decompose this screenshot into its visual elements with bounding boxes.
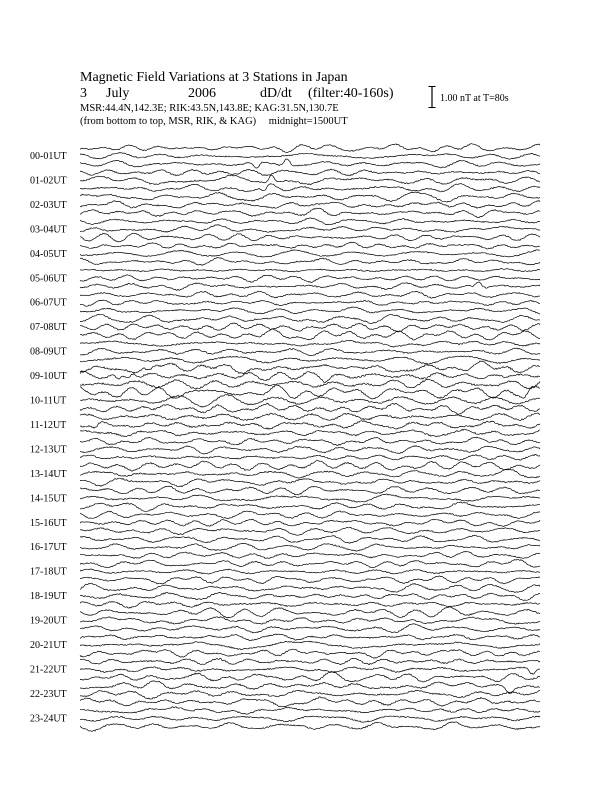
trace-kag-16-17UT bbox=[80, 551, 540, 558]
trace-rik-08-09UT bbox=[80, 348, 540, 356]
trace-msr-14-15UT bbox=[80, 486, 540, 495]
hour-label: 05-06UT bbox=[30, 273, 67, 285]
trace-msr-05-06UT bbox=[80, 269, 540, 272]
date-day: 3 bbox=[80, 86, 87, 101]
trace-kag-18-19UT bbox=[80, 601, 540, 608]
trace-kag-11-12UT bbox=[80, 429, 540, 437]
hour-label: 22-23UT bbox=[30, 688, 67, 700]
trace-msr-15-16UT bbox=[80, 511, 540, 519]
trace-rik-03-04UT bbox=[80, 225, 540, 233]
trace-msr-20-21UT bbox=[80, 634, 540, 641]
trace-msr-19-20UT bbox=[80, 607, 540, 618]
trace-msr-04-05UT bbox=[80, 242, 540, 249]
trace-rik-05-06UT bbox=[80, 275, 540, 283]
stations-line: MSR:44.4N,142.3E; RIK:43.5N,143.8E; KAG:31.5N,130.7E bbox=[80, 103, 339, 114]
trace-rik-14-15UT bbox=[80, 494, 540, 502]
hour-label: 06-07UT bbox=[30, 297, 67, 309]
hour-label: 04-05UT bbox=[30, 248, 67, 260]
trace-rik-22-23UT bbox=[80, 690, 540, 699]
trace-msr-03-04UT bbox=[80, 218, 540, 225]
hour-label: 07-08UT bbox=[30, 322, 67, 334]
trace-msr-06-07UT bbox=[80, 291, 540, 298]
hour-label: 02-03UT bbox=[30, 199, 67, 211]
trace-kag-12-13UT bbox=[80, 454, 540, 460]
hour-label: 20-21UT bbox=[30, 640, 67, 651]
trace-rik-19-20UT bbox=[80, 617, 540, 624]
trace-kag-13-14UT bbox=[80, 478, 540, 487]
trace-msr-17-18UT bbox=[80, 559, 540, 567]
trace-rik-12-13UT bbox=[80, 446, 540, 455]
trace-rik-17-18UT bbox=[80, 569, 540, 574]
midnight-text: midnight=1500UT bbox=[268, 116, 348, 127]
trace-kag-10-11UT bbox=[80, 403, 540, 414]
trace-kag-02-03UT bbox=[80, 208, 540, 217]
order-text: (from bottom to top, MSR, RIK, & KAG) bbox=[80, 116, 257, 127]
trace-rik-11-12UT bbox=[80, 421, 540, 430]
trace-msr-21-22UT bbox=[80, 658, 540, 664]
trace-kag-15-16UT bbox=[80, 527, 540, 535]
trace-rik-21-22UT bbox=[80, 667, 540, 674]
hour-label: 12-13UT bbox=[30, 444, 67, 456]
chart-title: Magnetic Field Variations at 3 Stations in Japan bbox=[80, 70, 348, 85]
trace-kag-14-15UT bbox=[80, 502, 540, 511]
hour-label: 11-12UT bbox=[30, 419, 67, 431]
trace-rik-07-08UT bbox=[80, 323, 540, 332]
hour-label: 15-16UT bbox=[30, 517, 67, 529]
trace-kag-05-06UT bbox=[80, 282, 540, 290]
trace-rik-04-05UT bbox=[80, 250, 540, 257]
trace-kag-23-24UT bbox=[80, 722, 540, 732]
trace-msr-13-14UT bbox=[80, 461, 540, 472]
trace-kag-00-01UT bbox=[80, 159, 540, 168]
trace-rik-18-19UT bbox=[80, 592, 540, 600]
trace-rik-01-02UT bbox=[80, 175, 540, 184]
trace-kag-20-21UT bbox=[80, 649, 540, 658]
trace-rik-16-17UT bbox=[80, 543, 540, 551]
trace-kag-19-20UT bbox=[80, 624, 540, 633]
trace-msr-23-24UT bbox=[80, 707, 540, 715]
trace-kag-06-07UT bbox=[80, 307, 540, 314]
date-year: 2006 bbox=[188, 86, 216, 101]
trace-msr-02-03UT bbox=[80, 192, 540, 202]
scale-label: 1.00 nT at T=80s bbox=[440, 93, 509, 104]
trace-kag-21-22UT bbox=[80, 672, 540, 682]
filter-label: (filter:40-160s) bbox=[308, 86, 394, 101]
trace-kag-09-10UT bbox=[80, 379, 540, 389]
trace-msr-10-11UT bbox=[80, 385, 540, 399]
trace-kag-03-04UT bbox=[80, 233, 540, 242]
hour-label: 14-15UT bbox=[30, 493, 67, 505]
trace-msr-18-19UT bbox=[80, 583, 540, 592]
trace-msr-12-13UT bbox=[80, 437, 540, 445]
trace-msr-11-12UT bbox=[80, 413, 540, 420]
trace-kag-07-08UT bbox=[80, 329, 540, 340]
hour-label: 23-24UT bbox=[30, 713, 67, 725]
hour-label: 16-17UT bbox=[30, 542, 67, 554]
trace-kag-04-05UT bbox=[80, 258, 540, 266]
hour-label: 13-14UT bbox=[30, 468, 67, 480]
trace-msr-00-01UT bbox=[80, 144, 540, 153]
trace-msr-16-17UT bbox=[80, 535, 540, 543]
trace-msr-22-23UT bbox=[80, 681, 540, 694]
trace-rik-23-24UT bbox=[80, 716, 540, 722]
trace-rik-00-01UT bbox=[80, 152, 540, 159]
trace-kag-08-09UT bbox=[80, 356, 540, 365]
trace-rik-13-14UT bbox=[80, 469, 540, 478]
trace-msr-09-10UT bbox=[80, 361, 540, 374]
trace-rik-10-11UT bbox=[80, 395, 540, 408]
trace-rik-15-16UT bbox=[80, 519, 540, 526]
hour-label: 01-02UT bbox=[30, 175, 67, 187]
hour-label: 19-20UT bbox=[30, 615, 67, 627]
trace-msr-07-08UT bbox=[80, 314, 540, 323]
hour-label: 21-22UT bbox=[30, 664, 67, 676]
hour-label: 18-19UT bbox=[30, 591, 67, 603]
trace-rik-09-10UT bbox=[80, 371, 540, 382]
hour-label: 17-18UT bbox=[30, 566, 67, 578]
trace-msr-08-09UT bbox=[80, 340, 540, 347]
trace-msr-01-02UT bbox=[80, 169, 540, 176]
hour-label: 00-01UT bbox=[30, 151, 67, 162]
quantity-label: dD/dt bbox=[260, 86, 292, 101]
hour-label: 08-09UT bbox=[30, 346, 67, 358]
trace-rik-20-21UT bbox=[80, 641, 540, 650]
trace-rik-02-03UT bbox=[80, 201, 540, 209]
trace-rik-06-07UT bbox=[80, 300, 540, 306]
hour-label: 03-04UT bbox=[30, 224, 67, 236]
hour-label: 10-11UT bbox=[30, 395, 67, 407]
trace-kag-17-18UT bbox=[80, 576, 540, 584]
date-month: July bbox=[106, 86, 130, 101]
hour-label: 09-10UT bbox=[30, 371, 67, 383]
